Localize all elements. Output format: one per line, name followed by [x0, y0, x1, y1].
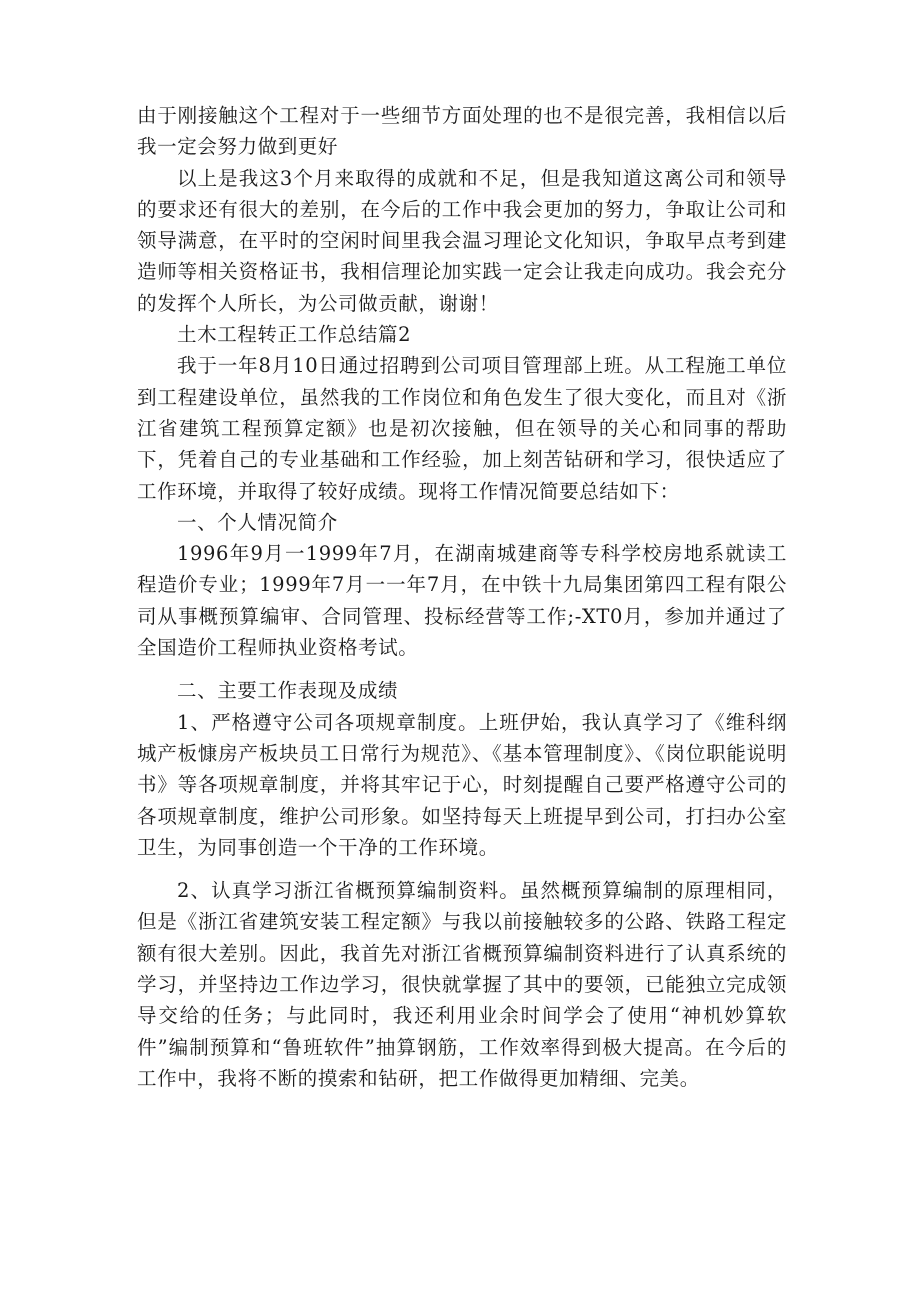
paragraph-work-item-1: 1、严格遵守公司各项规章制度。上班伊始，我认真学习了《维科纲城产板慷房产板块员工日常行为规范》、《基本管理制度》、《岗位职能说明书》等各项规章制度，并将其牢记于心，时刻提醒自己要严格遵守公司的各项规章制度，维护公司形象。如坚持每天上班提早到公司，打扫办公室卫生，为同事创造一个干净的工作环境。 — [137, 710, 787, 859]
section-title: 土木工程转正工作总结篇2 — [177, 323, 412, 347]
paragraph-continuation: 由于刚接触这个工程对于一些细节方面处理的也不是很完善，我相信以后我一定会努力做到更好 — [137, 104, 787, 159]
paragraph-conclusion: 以上是我这3个月来取得的成就和不足，但是我知道这离公司和领导的要求还有很大的差别，在今后的工作中我会更加的努力，争取让公司和领导满意，在平时的空闲时间里我会温习理论文化知识，争取早点考到建造师等相关资格证书，我相信理论加实践一定会让我走向成功。我会充分的发挥个人所长，为公司做贡献，谢谢！ — [137, 166, 787, 315]
heading-personal-info: 一、个人情况简介 — [177, 510, 338, 534]
paragraph-intro: 我于一年8月10日通过招聘到公司项目管理部上班。从工程施工单位到工程建设单位，虽然我的工作岗位和角色发生了很大变化，而且对《浙江省建筑工程预算定额》也是初次接触，但在领导的关心和同事的帮助下，凭着自己的专业基础和工作经验，加上刻苦钻研和学习，很快适应了工作环境，并取得了较好成绩。现将工作情况简要总结如下： — [137, 354, 787, 503]
paragraph-work-item-2: 2、认真学习浙江省概预算编制资料。虽然概预算编制的原理相同，但是《浙江省建筑安装工程定额》与我以前接触较多的公路、铁路工程定额有很大差别。因此，我首先对浙江省概预算编制资料进行了认真系统的学习，并坚持边工作边学习，很快就掌握了其中的要领，已能独立完成领导交给的任务；与此同时，我还利用业余时间学会了使用“神机妙算软件”编制预算和“鲁班软件”抽算钢筋，工作效率得到极大提高。在今后的工作中，我将不断的摸索和钻研，把工作做得更加精细、完美。 — [137, 879, 787, 1090]
heading-main-work: 二、主要工作表现及成绩 — [177, 679, 399, 703]
paragraph-personal-info: 1996年9月一1999年7月，在湖南城建商等专科学校房地系就读工程造价专业；1999年7月一一年7月，在中铁十九局集团第四工程有限公司从事概预算编审、合同管理、投标经营等工作;-XT0月，参加并通过了全国造价工程师执业资格考试。 — [137, 542, 787, 660]
document-body — [137, 100, 787, 1094]
